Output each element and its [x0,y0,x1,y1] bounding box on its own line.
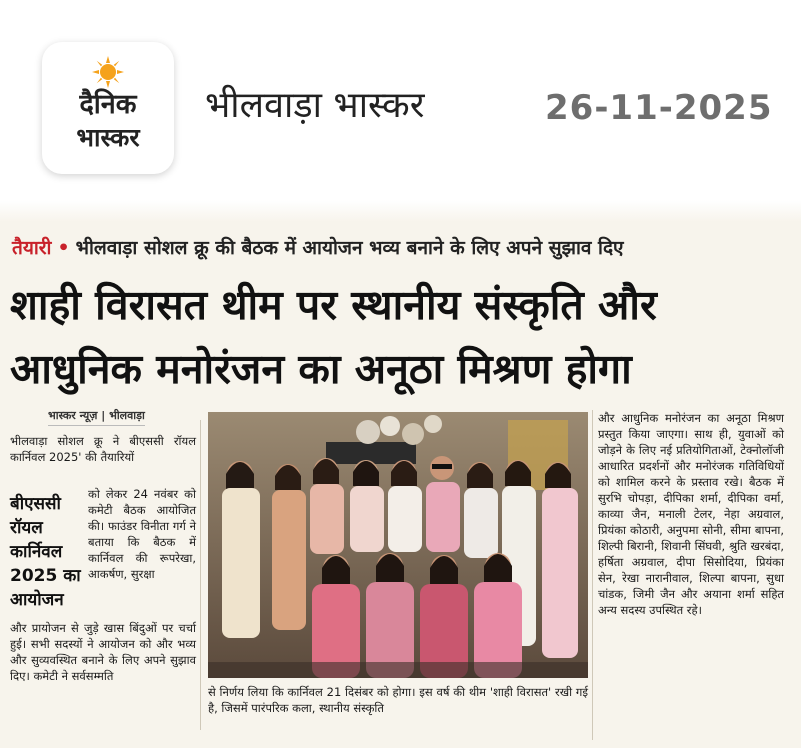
kicker-text: भीलवाड़ा सोशल क्रू की बैठक में आयोजन भव्य बनाने के लिए अपने सुझाव दिए [75,237,624,259]
sun-icon [92,56,124,88]
clipping-top-fade [0,200,801,222]
headline-line-1: शाही विरासत थीम पर स्थानीय संस्कृति और [10,281,657,329]
column-divider-right [592,410,593,740]
column-1-intro [10,433,196,465]
edition-date: 26-11-2025 [545,88,773,128]
column-1-side [88,486,196,582]
column-3-paragraph: और आधुनिक मनोरंजन का अनूठा मिश्रण प्रस्तुत किया जाएगा। साथ ही, युवाओं को जोड़ने के लिए नई प्रतियोगिताओं, टेक्नोलॉजी आधारित प्रदर्शनों और मनोरंजक गतिविधियों को शामिल करने के प्रस्ताव रखे। बैठक में सुरभि चोपड़ा, दीपिका शर्मा, दीपिका वर्मा, काव्या जैन, मनाली टेलर, नेहा अग्रवाल, प्रियंका कोठारी, अनुपमा सोनी, सीमा बापना, शिल्पी बिरानी, शिवानी सिंघवी, श्रुति खरबंदा, हर्षिता अग्रवाल, दीपा सिसोदिया, प्रियंका सेन, रेखा नारानीवाल, शिल्पा बापना, सुधा चांडक, जिमी जैन और अयाना शर्मा सहित अन्य सदस्य उपस्थित रहे। [598,411,784,617]
group-photo [208,412,588,678]
logo-text-bhaskar: भास्कर [76,123,140,152]
side-paragraph: को लेकर 24 नवंबर को कमेटी बैठक आयोजित की। फाउंडर विनीता गर्ग ने बताया कि बैठक में कार्निवल की रूपरेखा, आकर्षण, सुरक्षा [88,487,196,581]
byline: भास्कर न्यूज़ | भीलवाड़ा [48,408,145,426]
kicker-tag: तैयारी [12,237,52,259]
article-kicker [12,232,782,264]
column-3 [598,410,784,618]
newspaper-clipping[interactable] [0,200,801,748]
column-2-text [208,684,588,716]
rest-paragraph: और प्रायोजन से जुड़े खास बिंदुओं पर चर्चा हुई। सभी सदस्यों ने आयोजन को और भव्य और सुव्यवस्थित बनाने के लिए अपने सुझाव दिए। कमेटी ने सर्वसम्मति [10,621,196,683]
column-1-rest [10,620,196,684]
headline-line-2: आधुनिक मनोरंजन का अनूठा मिश्रण होगा [10,345,632,393]
column-divider-left [200,420,201,730]
app-header [0,0,801,200]
dainik-bhaskar-logo[interactable] [42,42,174,174]
intro-paragraph: भीलवाड़ा सोशल क्रू ने बीएससी रॉयल कार्निवल 2025' की तैयारियों [10,434,196,464]
callout-box: बीएससी रॉयल कार्निवल 2025 का आयोजन [10,494,81,610]
kicker-bullet: • [57,237,70,259]
group-photo-illustration [208,412,588,678]
logo-text-dainik: दैनिक [79,89,137,120]
publication-name: भीलवाड़ा भास्कर [205,85,425,126]
middle-paragraph: से निर्णय लिया कि कार्निवल 21 दिसंबर को होगा। इस वर्ष की थीम 'शाही विरासत' रखी गई है, जिसमें पारंपरिक कला, स्थानीय संस्कृति [208,685,588,715]
